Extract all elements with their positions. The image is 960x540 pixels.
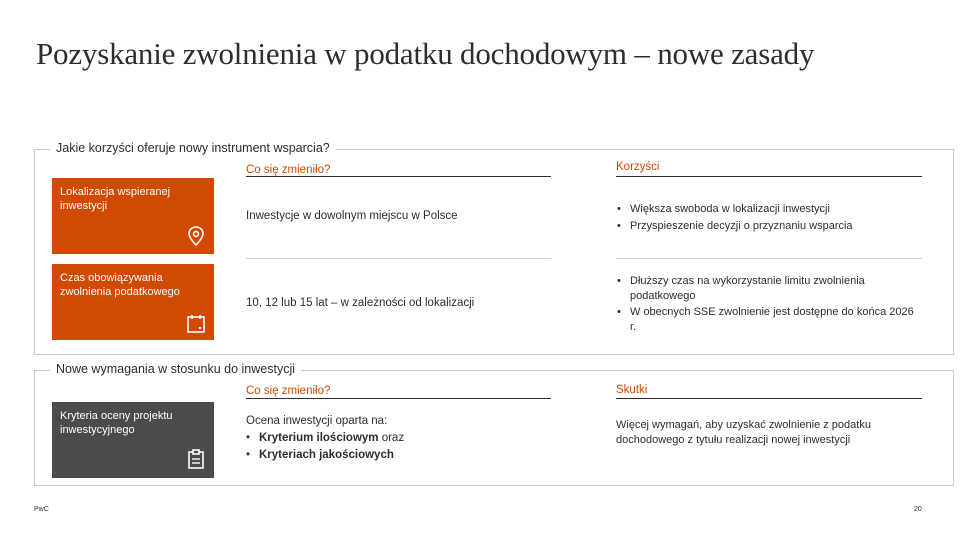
criteria-change-text xyxy=(246,413,546,464)
criteria-conjunction: oraz xyxy=(378,432,405,444)
row-divider xyxy=(616,258,922,259)
row-divider xyxy=(246,258,551,259)
effects-column-header: Skutki xyxy=(616,384,648,396)
brand-label: PwC xyxy=(34,506,49,513)
requirements-changes-header: Co się zmieniło? xyxy=(246,385,331,397)
benefits-column-header: Korzyści xyxy=(616,161,660,173)
location-pin-icon xyxy=(185,225,207,247)
duration-box xyxy=(52,264,214,340)
criteria-quantitative: Kryterium ilościowym xyxy=(259,432,379,444)
criteria-box-label: Kryteria oceny projektu inwestycyjnego xyxy=(60,410,173,436)
page-title: Pozyskanie zwolnienia w podatku dochodowym – nowe zasady xyxy=(36,36,815,71)
location-box xyxy=(52,178,214,254)
list-item: • Przyspieszenie decyzji o przyznaniu wsparcia xyxy=(617,219,917,234)
benefits-header-rule xyxy=(616,176,922,177)
location-benefits-list xyxy=(617,202,917,235)
benefits-panel-legend: Jakie korzyści oferuje nowy instrument wsparcia? xyxy=(50,141,336,155)
list-item: • W obecnych SSE zwolnienie jest dostępne do końca 2026 r. xyxy=(617,305,917,334)
location-box-label: Lokalizacja wspieranej inwestycji xyxy=(60,186,171,212)
list-item: • Dłuższy czas na wykorzystanie limitu zwolnienia podatkowego xyxy=(617,274,917,303)
list-item: • Kryterium ilościowym oraz xyxy=(246,432,405,444)
list-item: • Kryteriach jakościowych xyxy=(246,449,394,461)
criteria-qualitative: Kryteriach jakościowych xyxy=(259,449,394,461)
requirements-changes-rule xyxy=(246,398,551,399)
duration-box-label: Czas obowiązywania zwolnienia podatkowego xyxy=(60,272,180,298)
criteria-intro: Ocena inwestycji oparta na: xyxy=(246,415,388,427)
location-change-text: Inwestycje w dowolnym miejscu w Polsce xyxy=(246,210,458,222)
effects-header-rule xyxy=(616,398,922,399)
changes-column-header: Co się zmieniło? xyxy=(246,164,331,176)
page-number: 20 xyxy=(914,506,922,513)
calendar-icon xyxy=(185,313,207,335)
list-item: • Większa swoboda w lokalizacji inwestycji xyxy=(617,202,917,217)
duration-change-text: 10, 12 lub 15 lat – w zależności od lokalizacji xyxy=(246,297,475,309)
criteria-box xyxy=(52,402,214,478)
requirements-panel-legend: Nowe wymagania w stosunku do inwestycji xyxy=(50,362,301,376)
changes-header-rule xyxy=(246,176,551,177)
duration-benefits-list xyxy=(617,274,917,336)
clipboard-icon xyxy=(185,448,207,470)
effects-text: Więcej wymagań, aby uzyskać zwolnienie z podatku dochodowego z tytułu realizacji nowej inwestycji xyxy=(616,419,871,446)
